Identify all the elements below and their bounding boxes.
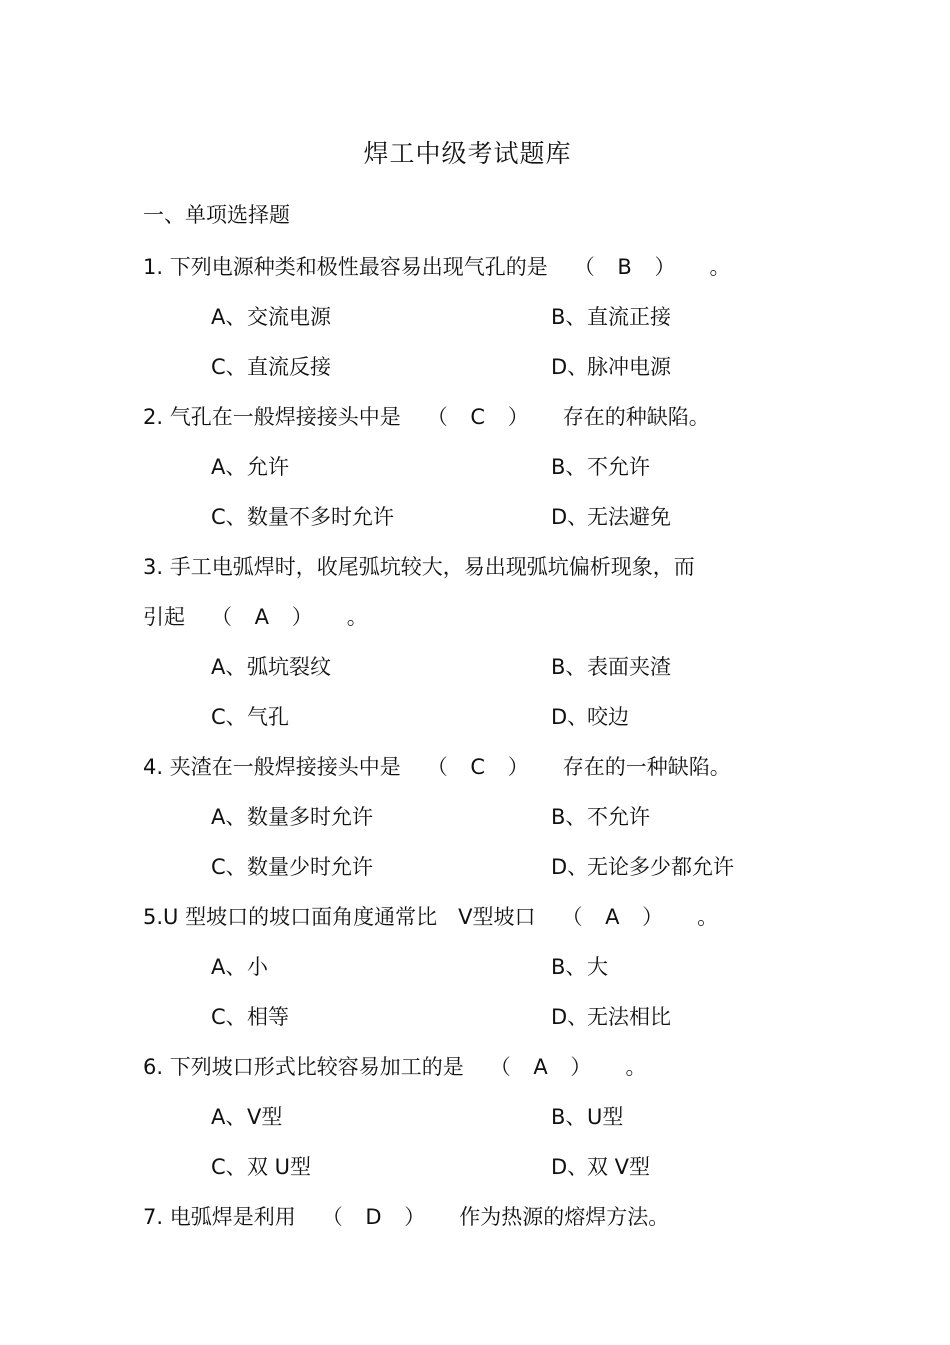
option-text: 数量多时允许	[247, 805, 373, 829]
option-letter: C、	[211, 855, 247, 879]
option-text: 咬边	[587, 705, 629, 729]
option-text: 相等	[247, 1005, 289, 1029]
question-text-tail: 。	[346, 605, 368, 629]
question-stem	[143, 249, 843, 299]
option-a	[211, 799, 373, 835]
option-b	[551, 449, 650, 485]
question-stem	[143, 399, 843, 449]
option-text: 允许	[247, 455, 289, 479]
option-text: 无论多少都允许	[587, 855, 734, 879]
question-stem	[143, 599, 843, 649]
option-letter: D、	[551, 1155, 589, 1179]
question-text: 2. 气孔在一般焊接接头中是	[143, 405, 401, 429]
option-letter: C、	[211, 1155, 247, 1179]
question-text-tail: 存在的一种缺陷。	[562, 755, 731, 779]
option-a	[211, 649, 331, 685]
option-row	[143, 949, 843, 999]
answer-key: （ A ）	[211, 605, 321, 629]
option-text: 弧坑裂纹	[247, 655, 331, 679]
option-letter: A、	[211, 655, 247, 679]
question-stem	[143, 899, 843, 949]
option-letter: C、	[211, 1005, 247, 1029]
option-row	[143, 649, 843, 699]
option-d	[551, 699, 629, 735]
option-letter: D、	[551, 705, 589, 729]
question-text-tail: 。	[697, 905, 719, 929]
option-letter: B、	[551, 655, 587, 679]
section-heading: 一、单项选择题	[143, 203, 290, 227]
option-d	[551, 349, 671, 385]
question-text: 4. 夹渣在一般焊接接头中是	[143, 755, 401, 779]
option-a	[211, 949, 268, 985]
option-text: 双 U型	[247, 1155, 312, 1179]
option-text: 数量少时允许	[247, 855, 373, 879]
option-letter: B、	[551, 1105, 587, 1129]
option-text: 双 V型	[587, 1155, 651, 1179]
question-text-tail: 作为热源的熔焊方法。	[459, 1205, 670, 1229]
option-row	[143, 999, 843, 1049]
option-a	[211, 449, 289, 485]
option-text: 表面夹渣	[587, 655, 671, 679]
answer-key: （ C ）	[426, 405, 537, 429]
question-item	[143, 399, 843, 549]
question-text: 5.U 型坡口的坡口面角度通常比 V型坡口	[143, 905, 536, 929]
option-text: 交流电源	[247, 305, 331, 329]
option-d	[551, 1149, 650, 1185]
option-text: 无法相比	[587, 1005, 671, 1029]
option-b	[551, 799, 650, 835]
option-d	[551, 849, 734, 885]
question-text-tail: 存在的种缺陷。	[562, 405, 710, 429]
option-row	[143, 849, 843, 899]
option-b	[551, 649, 671, 685]
question-item	[143, 1199, 843, 1249]
option-letter: A、	[211, 305, 247, 329]
option-c	[211, 499, 394, 535]
option-letter: A、	[211, 1105, 247, 1129]
option-text: 直流正接	[587, 305, 671, 329]
answer-key: （ D ）	[321, 1205, 434, 1229]
option-text: 数量不多时允许	[247, 505, 394, 529]
question-text: 3. 手工电弧焊时，收尾弧坑较大，易出现弧坑偏析现象，而	[143, 555, 695, 579]
option-letter: B、	[551, 305, 587, 329]
option-letter: C、	[211, 505, 247, 529]
option-row	[143, 799, 843, 849]
answer-key: （ C ）	[426, 755, 537, 779]
option-row	[143, 299, 843, 349]
option-c	[211, 349, 331, 385]
question-text-tail: 。	[709, 255, 731, 279]
answer-key: （ B ）	[573, 255, 684, 279]
option-a	[211, 1099, 282, 1135]
question-stem	[143, 549, 843, 599]
option-b	[551, 949, 608, 985]
option-row	[143, 499, 843, 549]
option-row	[143, 349, 843, 399]
question-item	[143, 249, 843, 399]
option-text: 无法避免	[587, 505, 671, 529]
question-item	[143, 899, 843, 1049]
question-list	[143, 249, 843, 1249]
option-row	[143, 699, 843, 749]
question-item	[143, 1049, 843, 1199]
option-text: 不允许	[587, 805, 650, 829]
option-letter: D、	[551, 1005, 589, 1029]
question-text: 6. 下列坡口形式比较容易加工的是	[143, 1055, 464, 1079]
option-text: 气孔	[247, 705, 289, 729]
question-item	[143, 549, 843, 749]
question-text: 1. 下列电源种类和极性最容易出现气孔的是	[143, 255, 548, 279]
option-row	[143, 449, 843, 499]
option-c	[211, 849, 373, 885]
option-text: U型	[587, 1105, 624, 1129]
question-stem	[143, 1199, 843, 1249]
option-letter: A、	[211, 455, 247, 479]
answer-key: （ A ）	[489, 1055, 600, 1079]
option-a	[211, 299, 331, 335]
option-letter: A、	[211, 805, 247, 829]
answer-key: （ A ）	[561, 905, 672, 929]
option-letter: B、	[551, 455, 587, 479]
option-text: 不允许	[587, 455, 650, 479]
option-letter: D、	[551, 505, 589, 529]
option-letter: B、	[551, 955, 587, 979]
question-stem	[143, 1049, 843, 1099]
question-text: 引起	[143, 605, 185, 629]
option-letter: A、	[211, 955, 247, 979]
document-title: 焊工中级考试题库	[363, 139, 572, 168]
option-text: 小	[247, 955, 268, 979]
option-letter: B、	[551, 805, 587, 829]
option-letter: C、	[211, 355, 247, 379]
question-item	[143, 749, 843, 899]
question-text: 7. 电弧焊是利用	[143, 1205, 296, 1229]
option-row	[143, 1149, 843, 1199]
option-text: V型	[247, 1105, 283, 1129]
option-letter: D、	[551, 855, 589, 879]
option-text: 脉冲电源	[587, 355, 671, 379]
option-c	[211, 999, 289, 1035]
question-text-tail: 。	[625, 1055, 647, 1079]
option-letter: D、	[551, 355, 589, 379]
option-b	[551, 299, 671, 335]
option-b	[551, 1099, 623, 1135]
option-text: 直流反接	[247, 355, 331, 379]
question-stem	[143, 749, 843, 799]
option-row	[143, 1099, 843, 1149]
option-letter: C、	[211, 705, 247, 729]
option-text: 大	[587, 955, 608, 979]
option-d	[551, 999, 671, 1035]
option-c	[211, 699, 289, 735]
option-d	[551, 499, 671, 535]
option-c	[211, 1149, 311, 1185]
